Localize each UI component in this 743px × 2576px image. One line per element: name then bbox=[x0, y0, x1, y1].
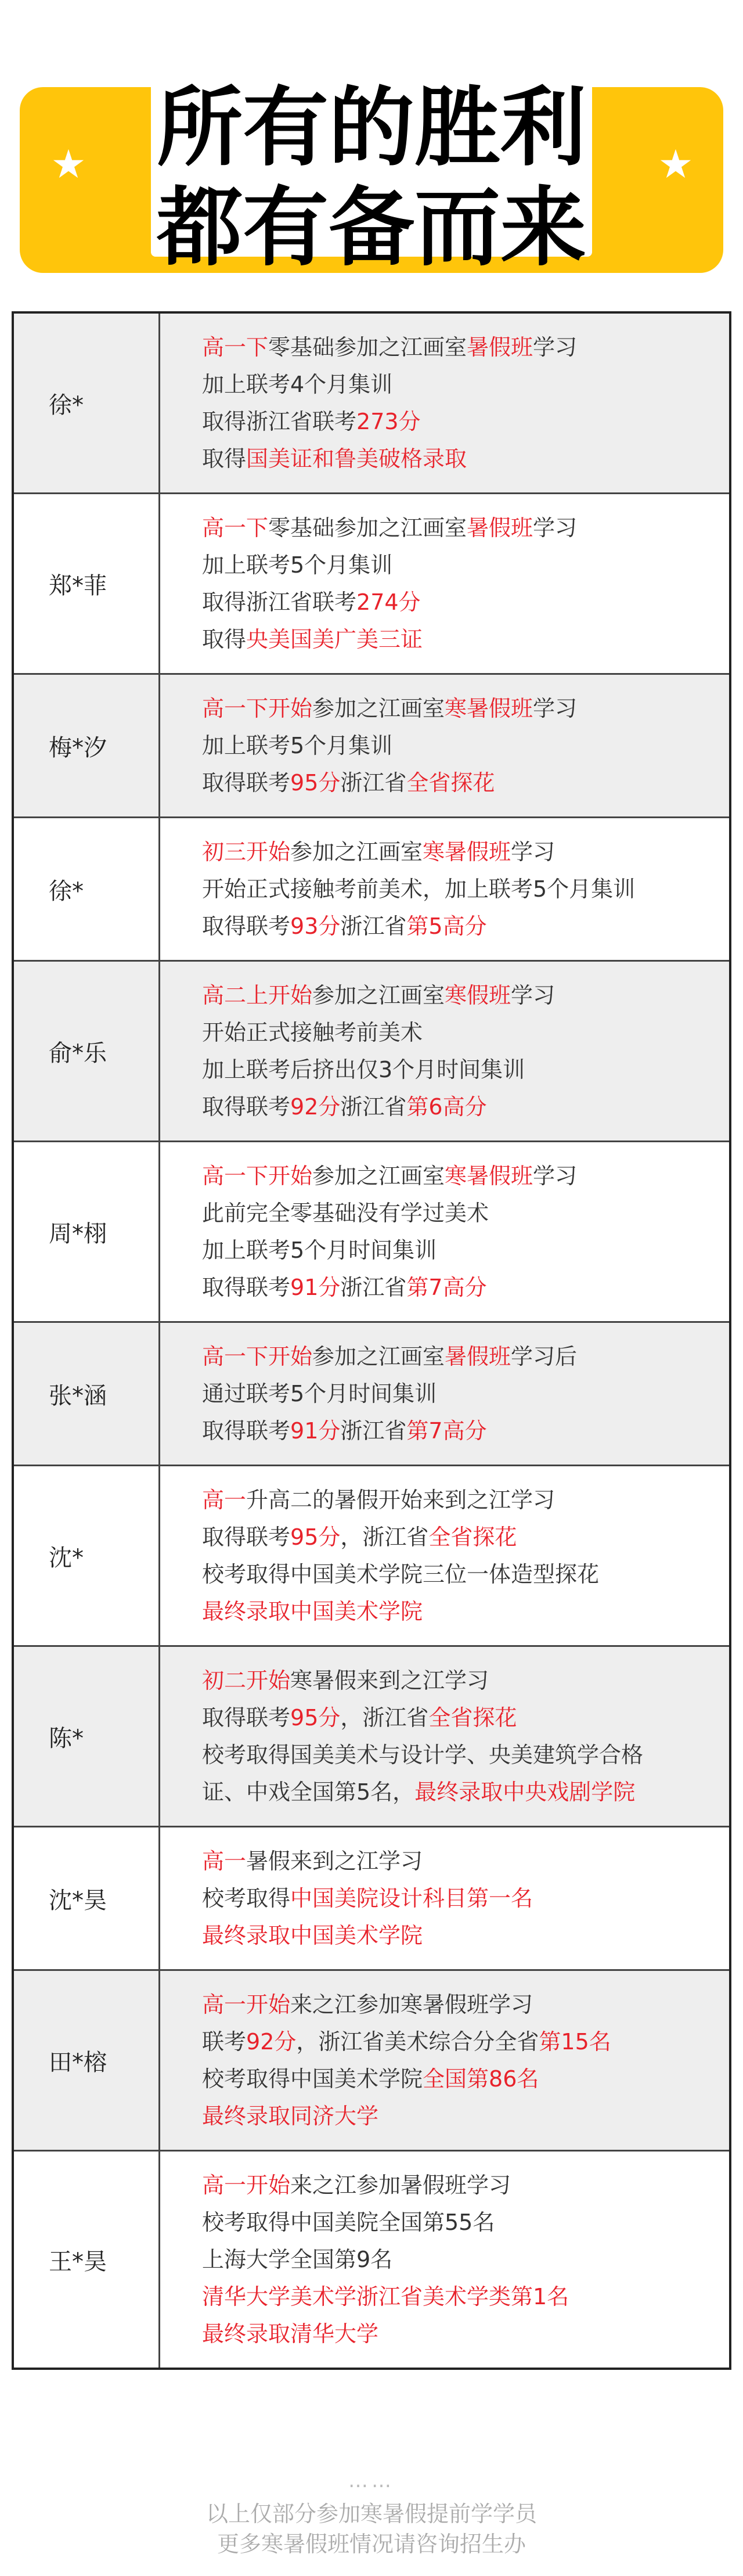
body-text: 加上联考4个月集训 bbox=[202, 372, 393, 397]
highlight-text: 寒暑假班 bbox=[445, 696, 533, 721]
results-table bbox=[12, 311, 731, 2370]
highlight-text: 寒暑假班 bbox=[423, 839, 511, 865]
body-text: 上海大学全国第9名 bbox=[202, 2247, 393, 2272]
body-text: 校考取得中国美院全国第55名 bbox=[202, 2210, 495, 2235]
body-text: 来之江参加寒暑假班学习 bbox=[290, 1992, 533, 2017]
body-text: 证、中戏全国第5名， bbox=[202, 1779, 415, 1805]
highlight-text: 最终录取中央戏剧学院 bbox=[414, 1779, 636, 1805]
description-line bbox=[202, 833, 729, 870]
achievement-description bbox=[160, 2152, 729, 2368]
highlight-text: 92分 bbox=[246, 2029, 297, 2055]
description-line bbox=[202, 440, 729, 477]
body-text: 取得浙江省联考 bbox=[202, 589, 357, 615]
description-line bbox=[202, 870, 729, 908]
description-line bbox=[202, 2241, 729, 2278]
body-text: 学习 bbox=[533, 1163, 578, 1189]
description-line bbox=[202, 403, 729, 440]
body-text: 零基础参加之江画室 bbox=[268, 334, 467, 360]
table-row bbox=[14, 1142, 729, 1323]
body-text: 校考取得中国美术学院 bbox=[202, 2066, 423, 2092]
body-text: 来之江参加暑假班学习 bbox=[290, 2172, 511, 2198]
description-line bbox=[202, 1593, 729, 1630]
highlight-text: 全省探花 bbox=[406, 770, 495, 796]
description-line bbox=[202, 546, 729, 584]
description-line bbox=[202, 1481, 729, 1519]
body-text: 开始正式接触考前美术 bbox=[202, 1020, 423, 1045]
description-line bbox=[202, 2023, 729, 2060]
highlight-text: 高一下开始 bbox=[202, 1344, 313, 1369]
highlight-text: 国美证和鲁美破格录取 bbox=[246, 446, 467, 472]
description-line bbox=[202, 1880, 729, 1917]
highlight-text: 最终录取中国美术学院 bbox=[202, 1923, 423, 1948]
body-text: 学习 bbox=[533, 334, 578, 360]
body-text: 浙江省 bbox=[340, 1275, 407, 1300]
body-text: 学习 bbox=[533, 515, 578, 541]
body-text: 参加之江画室 bbox=[290, 839, 423, 865]
highlight-text: 高一开始 bbox=[202, 2172, 291, 2198]
highlight-text: 95分 bbox=[290, 770, 341, 796]
description-line bbox=[202, 1917, 729, 1954]
body-text: 取得联考 bbox=[202, 1094, 291, 1120]
description-line bbox=[202, 1051, 729, 1088]
body-text: 校考取得 bbox=[202, 1886, 291, 1911]
table-row bbox=[14, 314, 729, 494]
student-name: 梅*汐 bbox=[14, 675, 160, 816]
description-line bbox=[202, 1773, 729, 1811]
highlight-text: 最终录取中国美术学院 bbox=[202, 1599, 423, 1624]
student-name: 王*昊 bbox=[14, 2152, 160, 2368]
body-text: ，浙江省 bbox=[340, 1524, 429, 1550]
star-icon-right: ★ bbox=[658, 142, 694, 188]
body-text: 参加之江画室 bbox=[312, 1344, 445, 1369]
achievement-description bbox=[160, 1142, 729, 1321]
body-text: 学习 bbox=[511, 983, 556, 1008]
table-row bbox=[14, 494, 729, 675]
body-text: ，浙江省 bbox=[340, 1705, 429, 1730]
table-row bbox=[14, 818, 729, 962]
description-line bbox=[202, 908, 729, 945]
description-line bbox=[202, 1338, 729, 1375]
highlight-text: 暑假班 bbox=[445, 1344, 511, 1369]
body-text: 取得联考 bbox=[202, 1705, 291, 1730]
student-name: 俞*乐 bbox=[14, 962, 160, 1141]
highlight-text: 第7高分 bbox=[406, 1275, 487, 1300]
body-text: 学习 bbox=[511, 839, 556, 865]
footer-note-1: 以上仅部分参加寒暑假提前学学员 bbox=[205, 2501, 537, 2527]
highlight-text: 第7高分 bbox=[406, 1418, 487, 1444]
highlight-text: 最终录取同济大学 bbox=[202, 2103, 379, 2129]
table-row bbox=[14, 1466, 729, 1647]
student-name: 陈* bbox=[14, 1647, 160, 1826]
body-text: 浙江省 bbox=[340, 1418, 407, 1444]
description-line bbox=[202, 329, 729, 366]
body-text: 浙江省 bbox=[340, 770, 407, 796]
table-row bbox=[14, 1647, 729, 1827]
highlight-text: 高一开始 bbox=[202, 1992, 291, 2017]
description-line bbox=[202, 1195, 729, 1232]
highlight-text: 高一 bbox=[202, 1848, 247, 1874]
student-name: 张*涵 bbox=[14, 1323, 160, 1465]
body-text: 此前完全零基础没有学过美术 bbox=[202, 1200, 489, 1226]
headline-line-2: 都有备而来 bbox=[157, 178, 586, 278]
student-name: 沈* bbox=[14, 1466, 160, 1645]
description-line bbox=[202, 1375, 729, 1412]
highlight-text: 全省探花 bbox=[428, 1705, 517, 1730]
body-text: 升高二的暑假开始来到之江学习 bbox=[246, 1487, 556, 1513]
body-text: 取得联考 bbox=[202, 1275, 291, 1300]
description-line bbox=[202, 1699, 729, 1736]
table-row bbox=[14, 1827, 729, 1971]
highlight-text: 暑假班 bbox=[467, 334, 533, 360]
description-line bbox=[202, 1736, 729, 1773]
highlight-text: 92分 bbox=[290, 1094, 341, 1120]
body-text: 加上联考后挤出仅3个月时间集训 bbox=[202, 1057, 525, 1082]
description-line bbox=[202, 764, 729, 801]
body-text: 学习后 bbox=[511, 1344, 578, 1369]
highlight-text: 第5高分 bbox=[406, 913, 487, 939]
table-row bbox=[14, 1971, 729, 2152]
highlight-text: 高一下 bbox=[202, 334, 269, 360]
headline-line-1: 所有的胜利 bbox=[157, 78, 586, 178]
description-line bbox=[202, 366, 729, 403]
description-line bbox=[202, 1088, 729, 1125]
footer-ellipsis: …… bbox=[348, 2469, 395, 2492]
highlight-text: 93分 bbox=[290, 913, 341, 939]
highlight-text: 91分 bbox=[290, 1275, 341, 1300]
description-line bbox=[202, 621, 729, 658]
description-line bbox=[202, 2204, 729, 2241]
description-line bbox=[202, 1412, 729, 1449]
body-text: 取得浙江省联考 bbox=[202, 409, 357, 434]
achievement-description bbox=[160, 494, 729, 673]
body-text: ，浙江省美术综合分全省 bbox=[296, 2029, 539, 2055]
body-text: 加上联考5个月集训 bbox=[202, 733, 393, 758]
body-text: 寒暑假来到之江学习 bbox=[290, 1668, 489, 1693]
achievement-description bbox=[160, 1647, 729, 1826]
highlight-text: 高一下 bbox=[202, 515, 269, 541]
table-row bbox=[14, 2152, 729, 2368]
body-text: 暑假来到之江学习 bbox=[246, 1848, 423, 1874]
student-name: 徐* bbox=[14, 818, 160, 960]
description-line bbox=[202, 2167, 729, 2204]
highlight-text: 寒暑假班 bbox=[445, 1163, 533, 1189]
body-text: 浙江省 bbox=[340, 1094, 407, 1120]
description-line bbox=[202, 690, 729, 727]
description-line bbox=[202, 1157, 729, 1195]
description-line bbox=[202, 2315, 729, 2352]
body-text: 加上联考5个月时间集训 bbox=[202, 1237, 437, 1263]
description-line bbox=[202, 584, 729, 621]
body-text: 浙江省 bbox=[340, 913, 407, 939]
description-line bbox=[202, 1269, 729, 1306]
description-line bbox=[202, 977, 729, 1014]
body-text: 取得联考 bbox=[202, 1524, 291, 1550]
highlight-text: 中国美院设计科目第一名 bbox=[290, 1886, 533, 1911]
achievement-description bbox=[160, 314, 729, 492]
body-text: 通过联考5个月时间集训 bbox=[202, 1381, 437, 1406]
body-text: 取得 bbox=[202, 446, 247, 472]
achievement-description bbox=[160, 1323, 729, 1465]
highlight-text: 最终录取清华大学 bbox=[202, 2321, 379, 2347]
footer-note-2: 更多寒暑假班情况请咨询招生办 bbox=[217, 2531, 526, 2557]
description-line bbox=[202, 1519, 729, 1556]
highlight-text: 274分 bbox=[356, 589, 421, 615]
description-line bbox=[202, 2098, 729, 2135]
achievement-description bbox=[160, 818, 729, 960]
table-row bbox=[14, 675, 729, 818]
highlight-text: 95分 bbox=[290, 1705, 341, 1730]
student-name: 田*榕 bbox=[14, 1971, 160, 2150]
body-text: 学习 bbox=[533, 696, 578, 721]
highlight-text: 95分 bbox=[290, 1524, 341, 1550]
highlight-text: 寒假班 bbox=[445, 983, 511, 1008]
highlight-text: 清华大学美术学浙江省美术学类第1名 bbox=[202, 2284, 569, 2309]
student-name: 徐* bbox=[14, 314, 160, 492]
body-text: 取得联考 bbox=[202, 913, 291, 939]
highlight-text: 高二上开始 bbox=[202, 983, 313, 1008]
highlight-text: 第15名 bbox=[539, 2029, 611, 2055]
description-line bbox=[202, 1232, 729, 1269]
achievement-description bbox=[160, 1827, 729, 1969]
body-text: 取得联考 bbox=[202, 1418, 291, 1444]
body-text: 校考取得国美美术与设计学、央美建筑学合格 bbox=[202, 1742, 644, 1768]
body-text: 校考取得中国美术学院三位一体造型探花 bbox=[202, 1562, 600, 1587]
body-text: 加上联考5个月集训 bbox=[202, 552, 393, 578]
description-line bbox=[202, 2278, 729, 2315]
highlight-text: 273分 bbox=[356, 409, 421, 434]
description-line bbox=[202, 509, 729, 546]
highlight-text: 高一下开始 bbox=[202, 1163, 313, 1189]
achievement-description bbox=[160, 1971, 729, 2150]
body-text: 零基础参加之江画室 bbox=[268, 515, 467, 541]
description-line bbox=[202, 727, 729, 764]
body-text: 参加之江画室 bbox=[312, 696, 445, 721]
star-icon-left: ★ bbox=[51, 142, 86, 188]
table-row bbox=[14, 962, 729, 1142]
highlight-text: 高一下开始 bbox=[202, 696, 313, 721]
highlight-text: 91分 bbox=[290, 1418, 341, 1444]
description-line bbox=[202, 1843, 729, 1880]
body-text: 开始正式接触考前美术，加上联考5个月集训 bbox=[202, 876, 636, 902]
highlight-text: 初二开始 bbox=[202, 1668, 291, 1693]
highlight-text: 初三开始 bbox=[202, 839, 291, 865]
description-line bbox=[202, 1986, 729, 2023]
highlight-text: 全省探花 bbox=[428, 1524, 517, 1550]
description-line bbox=[202, 1014, 729, 1051]
student-name: 郑*菲 bbox=[14, 494, 160, 673]
highlight-text: 全国第86名 bbox=[423, 2066, 539, 2092]
body-text: 参加之江画室 bbox=[312, 983, 445, 1008]
highlight-text: 暑假班 bbox=[467, 515, 533, 541]
body-text: 取得 bbox=[202, 627, 247, 652]
highlight-text: 第6高分 bbox=[406, 1094, 487, 1120]
description-line bbox=[202, 1556, 729, 1593]
description-line bbox=[202, 1662, 729, 1699]
title-block bbox=[151, 36, 592, 278]
student-name: 周*栩 bbox=[14, 1142, 160, 1321]
highlight-text: 高一 bbox=[202, 1487, 247, 1513]
achievement-description bbox=[160, 675, 729, 816]
body-text: 联考 bbox=[202, 2029, 247, 2055]
body-text: 取得联考 bbox=[202, 770, 291, 796]
description-line bbox=[202, 2060, 729, 2098]
student-name: 沈*昊 bbox=[14, 1827, 160, 1969]
highlight-text: 央美国美广美三证 bbox=[246, 627, 423, 652]
table-row bbox=[14, 1323, 729, 1466]
header bbox=[0, 0, 743, 302]
achievement-description bbox=[160, 962, 729, 1141]
achievement-description bbox=[160, 1466, 729, 1645]
body-text: 参加之江画室 bbox=[312, 1163, 445, 1189]
